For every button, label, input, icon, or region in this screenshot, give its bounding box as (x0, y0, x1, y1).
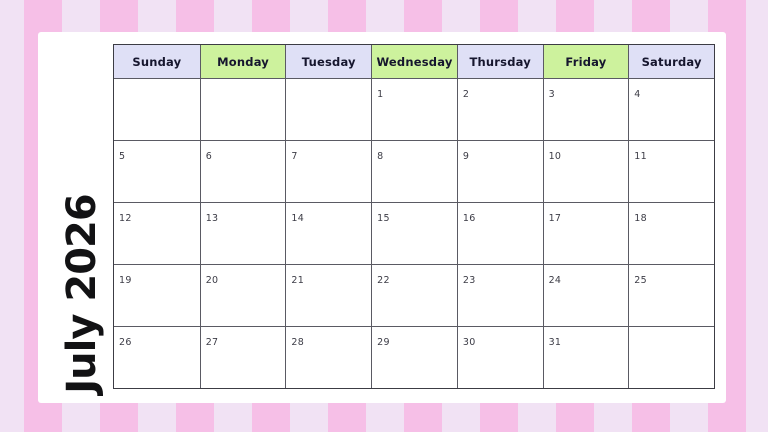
day-cell (628, 141, 714, 202)
week-row-2 (114, 140, 714, 202)
day-number: 8 (377, 151, 384, 162)
weekday-header-sunday: Sunday (114, 45, 200, 78)
calendar-table (113, 44, 715, 389)
week-row-3 (114, 202, 714, 264)
day-cell (200, 79, 286, 140)
day-number: 2 (462, 89, 470, 100)
day-cell (114, 327, 200, 388)
week-row-1 (114, 78, 714, 140)
day-cell (543, 203, 629, 264)
day-cell (371, 327, 457, 388)
day-number: 9 (462, 151, 470, 162)
day-number: 19 (119, 275, 132, 286)
weekday-header-thursday: Thursday (457, 45, 543, 78)
day-number: 26 (119, 337, 132, 348)
day-cell (371, 265, 457, 326)
day-number: 27 (205, 337, 219, 348)
day-cell (371, 79, 457, 140)
day-cell (457, 141, 543, 202)
day-number: 7 (291, 151, 298, 162)
day-cell (543, 265, 629, 326)
day-number: 31 (548, 337, 562, 348)
day-cell (543, 141, 629, 202)
day-number: 4 (634, 89, 641, 100)
day-cell (285, 203, 371, 264)
day-number: 21 (291, 275, 305, 286)
day-number: 12 (119, 213, 132, 224)
day-cell (114, 79, 200, 140)
day-cell (200, 203, 286, 264)
day-cell (457, 327, 543, 388)
day-number: 3 (548, 89, 555, 100)
day-cell (114, 265, 200, 326)
day-number: 5 (119, 151, 126, 162)
day-number: 22 (377, 275, 390, 286)
day-number: 28 (291, 337, 305, 348)
day-cell (543, 327, 629, 388)
day-cell (200, 141, 286, 202)
day-number: 11 (634, 151, 647, 162)
weekday-header-monday: Monday (200, 45, 286, 78)
weekday-header-wednesday: Wednesday (371, 45, 457, 78)
day-number: 23 (462, 275, 476, 286)
day-number: 25 (634, 275, 647, 286)
day-cell (628, 79, 714, 140)
day-number: 10 (548, 151, 562, 162)
day-number: 29 (377, 337, 390, 348)
day-cell (543, 79, 629, 140)
day-cell (114, 203, 200, 264)
day-cell (457, 79, 543, 140)
day-cell (457, 265, 543, 326)
month-title: July 2026 (59, 194, 105, 394)
day-cell (371, 141, 457, 202)
day-number: 6 (205, 151, 213, 162)
day-cell (200, 265, 286, 326)
day-number: 15 (377, 213, 390, 224)
weekday-header-tuesday: Tuesday (285, 45, 371, 78)
day-cell (371, 203, 457, 264)
day-number: 16 (462, 213, 476, 224)
day-cell (628, 327, 714, 388)
day-number: 17 (548, 213, 562, 224)
week-row-5 (114, 326, 714, 388)
day-number: 18 (634, 213, 647, 224)
weekday-header-friday: Friday (543, 45, 629, 78)
weekday-header-saturday: Saturday (628, 45, 714, 78)
week-row-4 (114, 264, 714, 326)
day-number: 1 (377, 89, 384, 100)
day-cell (200, 327, 286, 388)
day-cell (285, 79, 371, 140)
day-number: 30 (462, 337, 476, 348)
day-cell (285, 265, 371, 326)
day-cell (114, 141, 200, 202)
day-number: 24 (548, 275, 562, 286)
day-cell (628, 265, 714, 326)
day-number: 13 (205, 213, 219, 224)
day-number: 20 (205, 275, 219, 286)
day-cell (457, 203, 543, 264)
weekday-header-row (114, 45, 714, 78)
day-cell (285, 327, 371, 388)
calendar-card (38, 32, 726, 403)
day-cell (285, 141, 371, 202)
day-number: 14 (291, 213, 305, 224)
day-cell (628, 203, 714, 264)
